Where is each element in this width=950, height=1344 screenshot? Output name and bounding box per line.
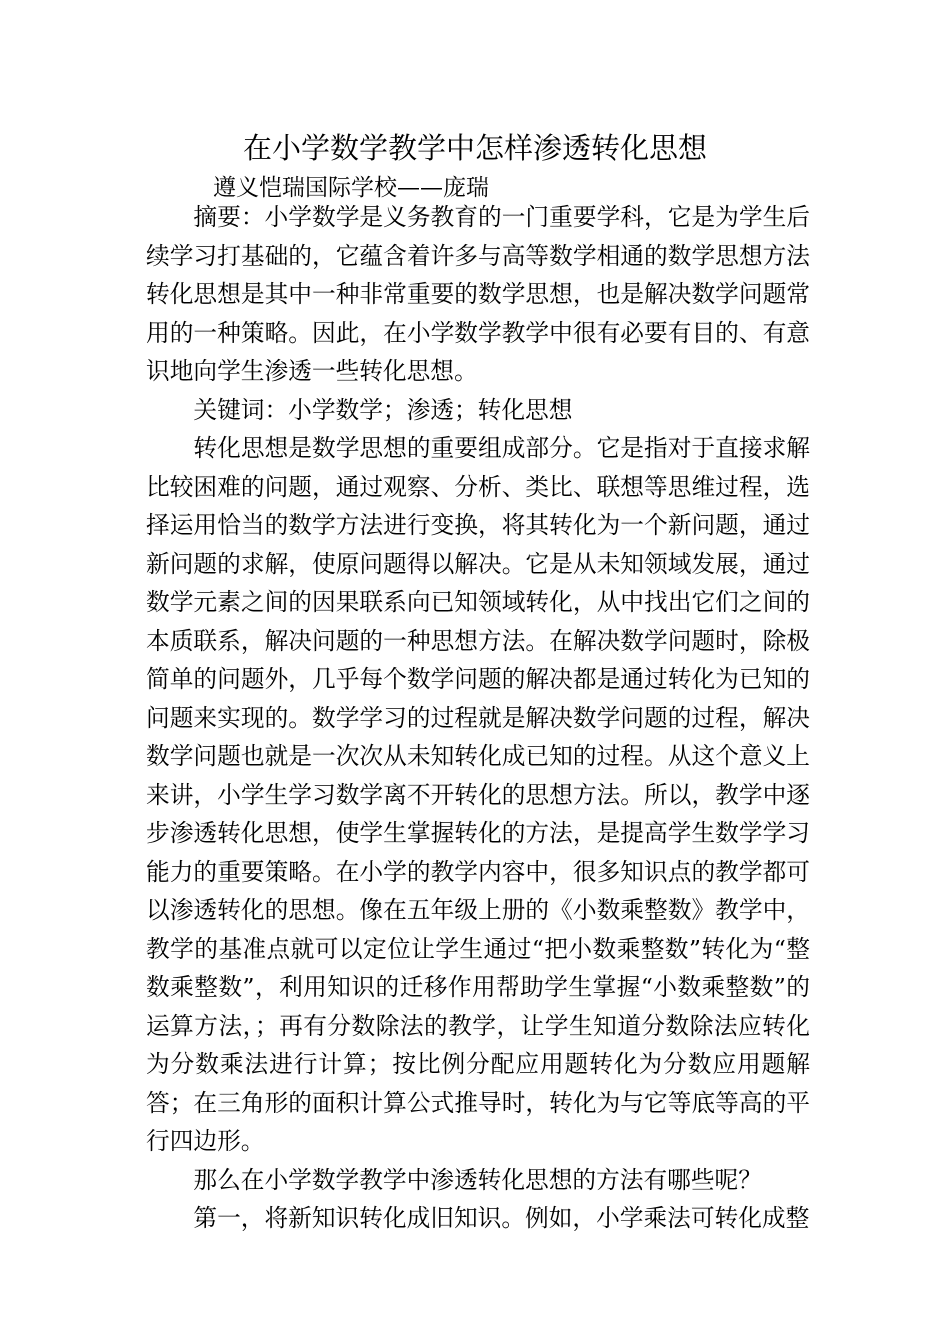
question-paragraph: 那么在小学数学教学中渗透转化思想的方法有哪些呢？ [193,1165,762,1194]
document-body [146,198,810,1238]
author-line: 遵义恺瑞国际学校——庞瑞 [213,175,489,201]
document-title: 在小学数学教学中怎样渗透转化思想 [242,131,707,165]
abstract-paragraph: 摘要：小学数学是义务教育的一门重要学科，它是为学生后续学习打基础的，它蕴含着许多与高等数学相通的数学思想方法转化思想是其中一种非常重要的数学思想，也是解决数学问题常用的一种策略。因此，在小学数学教学中很有必要有目的、有意识地向学生渗透一些转化思想。 [146,203,810,385]
first-method-paragraph: 第一，将新知识转化成旧知识。例如，小学乘法可转化成整 [193,1204,810,1232]
keywords-paragraph: 关键词：小学数学；渗透；转化思想 [193,395,573,424]
body-paragraph: 转化思想是数学思想的重要组成部分。它是指对于直接求解比较困难的问题，通过观察、分析、类比、联想等思维过程，选择运用恰当的数学方法进行变换，将其转化为一个新问题，通过新问题的求解，使原问题得以解决。它是从未知领域发展，通过数学元素之间的因果联系向已知领域转化，从中找出它们之间的本质联系，解决问题的一种思想方法。在解决数学问题时，除极简单的问题外，几乎每个数学问题的解决都是通过转化为已知的问题来实现的。数学学习的过程就是解决数学问题的过程，解决数学问题也就是一次次从未知转化成已知的过程。从这个意义上来讲，小学生学习数学离不开转化的思想方法。所以，教学中逐步渗透转化思想，使学生掌握转化的方法，是提高学生数学学习能力的重要策略。在小学的教学内容中，很多知识点的教学都可以渗透转化的思想。像在五年级上册的《小数乘整数》教学中，教学的基准点就可以定位让学生通过“把小数乘整数”转化为“整数乘整数”，利用知识的迁移作用帮助学生掌握“小数乘整数”的运算方法，；再有分数除法的教学，让学生知道分数除法应转化为分数乘法进行计算；按比例分配应用题转化为分数应用题解答；在三角形的面积计算公式推导时，转化为与它等底等高的平行四边形。 [146,434,810,1155]
